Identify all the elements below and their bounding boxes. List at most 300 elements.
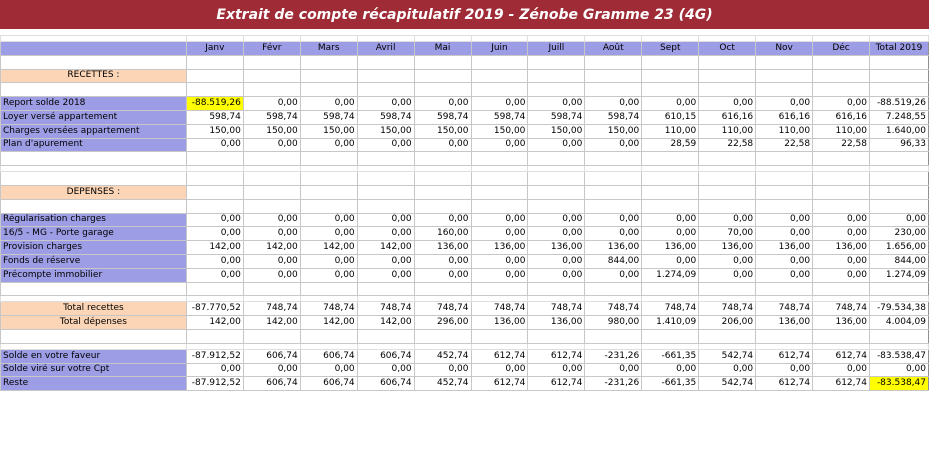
empty-cell[interactable]	[1, 282, 187, 296]
row-label[interactable]: Solde en votre faveur	[1, 349, 187, 363]
value-cell[interactable]: 142,00	[243, 241, 300, 255]
empty-cell[interactable]	[300, 329, 357, 343]
value-cell[interactable]: 748,74	[528, 302, 585, 316]
empty-cell[interactable]	[585, 69, 642, 83]
month-header-cell[interactable]: Oct	[699, 42, 756, 56]
value-cell[interactable]: 748,74	[300, 302, 357, 316]
month-header-cell[interactable]: Mai	[414, 42, 471, 56]
value-cell[interactable]: 4.004,09	[869, 316, 928, 330]
empty-cell[interactable]	[186, 185, 243, 199]
value-cell[interactable]: 0,00	[585, 268, 642, 282]
row-label[interactable]: Précompte immobilier	[1, 268, 187, 282]
empty-cell[interactable]	[1, 55, 187, 69]
value-cell[interactable]: -79.534,38	[869, 302, 928, 316]
value-cell[interactable]: 0,00	[642, 227, 699, 241]
empty-cell[interactable]	[756, 282, 813, 296]
value-cell[interactable]: 612,74	[756, 377, 813, 391]
empty-cell[interactable]	[642, 55, 699, 69]
value-cell[interactable]: 606,74	[357, 377, 414, 391]
empty-cell[interactable]	[471, 329, 528, 343]
month-header-cell[interactable]: Mars	[300, 42, 357, 56]
value-cell[interactable]: 542,74	[699, 377, 756, 391]
empty-cell[interactable]	[528, 152, 585, 166]
value-cell[interactable]: 0,00	[813, 213, 870, 227]
value-cell[interactable]: 1.410,09	[642, 316, 699, 330]
empty-cell[interactable]	[243, 55, 300, 69]
empty-cell[interactable]	[813, 172, 870, 186]
empty-cell[interactable]	[813, 152, 870, 166]
empty-cell[interactable]	[300, 55, 357, 69]
empty-cell[interactable]	[756, 152, 813, 166]
empty-cell[interactable]	[528, 282, 585, 296]
value-cell[interactable]: 0,00	[186, 254, 243, 268]
value-cell[interactable]: 70,00	[699, 227, 756, 241]
row-label[interactable]: Loyer versé appartement	[1, 110, 187, 124]
value-cell[interactable]: 0,00	[699, 268, 756, 282]
empty-cell[interactable]	[699, 55, 756, 69]
empty-cell[interactable]	[414, 55, 471, 69]
value-cell[interactable]: 136,00	[471, 316, 528, 330]
value-cell[interactable]: 142,00	[186, 241, 243, 255]
empty-cell[interactable]	[357, 199, 414, 213]
value-cell[interactable]: 0,00	[471, 227, 528, 241]
value-cell[interactable]: 748,74	[585, 302, 642, 316]
row-label[interactable]: Solde viré sur votre Cpt	[1, 363, 187, 377]
row-label[interactable]: Régularisation charges	[1, 213, 187, 227]
value-cell[interactable]: 0,00	[471, 363, 528, 377]
value-cell[interactable]: 0,00	[813, 268, 870, 282]
empty-cell[interactable]	[869, 55, 928, 69]
value-cell[interactable]: 0,00	[300, 363, 357, 377]
value-cell[interactable]: 1.656,00	[869, 241, 928, 255]
value-cell[interactable]: 0,00	[414, 363, 471, 377]
value-cell[interactable]: 0,00	[756, 227, 813, 241]
empty-cell[interactable]	[869, 152, 928, 166]
month-header-cell[interactable]: Janv	[186, 42, 243, 56]
value-cell[interactable]: 0,00	[813, 227, 870, 241]
value-cell[interactable]: 0,00	[243, 268, 300, 282]
empty-cell[interactable]	[756, 83, 813, 97]
row-label[interactable]: Total dépenses	[1, 316, 187, 330]
value-cell[interactable]: -88.519,26	[186, 97, 243, 111]
empty-cell[interactable]	[756, 69, 813, 83]
section-heading[interactable]: DEPENSES :	[1, 185, 187, 199]
empty-cell[interactable]	[813, 185, 870, 199]
value-cell[interactable]: 0,00	[585, 97, 642, 111]
empty-cell[interactable]	[1, 152, 187, 166]
value-cell[interactable]: 0,00	[300, 254, 357, 268]
value-cell[interactable]: 748,74	[699, 302, 756, 316]
value-cell[interactable]: 96,33	[869, 138, 928, 152]
empty-cell[interactable]	[869, 69, 928, 83]
empty-cell[interactable]	[869, 329, 928, 343]
row-label[interactable]: Reste	[1, 377, 187, 391]
value-cell[interactable]: 598,74	[528, 110, 585, 124]
value-cell[interactable]: 0,00	[699, 97, 756, 111]
value-cell[interactable]: 0,00	[642, 254, 699, 268]
value-cell[interactable]: 606,74	[300, 377, 357, 391]
empty-cell[interactable]	[528, 185, 585, 199]
value-cell[interactable]: -87.912,52	[186, 349, 243, 363]
value-cell[interactable]: 748,74	[414, 302, 471, 316]
empty-cell[interactable]	[585, 199, 642, 213]
value-cell[interactable]: 0,00	[300, 213, 357, 227]
empty-cell[interactable]	[414, 172, 471, 186]
empty-cell[interactable]	[699, 83, 756, 97]
value-cell[interactable]: 7.248,55	[869, 110, 928, 124]
row-label[interactable]: Charges versées appartement	[1, 124, 187, 138]
value-cell[interactable]: 136,00	[528, 316, 585, 330]
empty-cell[interactable]	[300, 185, 357, 199]
value-cell[interactable]: -83.538,47	[869, 349, 928, 363]
empty-cell[interactable]	[756, 199, 813, 213]
value-cell[interactable]: 150,00	[243, 124, 300, 138]
empty-cell[interactable]	[699, 69, 756, 83]
value-cell[interactable]: 0,00	[357, 254, 414, 268]
row-label[interactable]: Fonds de réserve	[1, 254, 187, 268]
empty-cell[interactable]	[414, 329, 471, 343]
empty-cell[interactable]	[186, 282, 243, 296]
value-cell[interactable]: 0,00	[471, 213, 528, 227]
value-cell[interactable]: 0,00	[357, 138, 414, 152]
value-cell[interactable]: -661,35	[642, 377, 699, 391]
value-cell[interactable]: 0,00	[813, 97, 870, 111]
value-cell[interactable]: 606,74	[243, 349, 300, 363]
empty-cell[interactable]	[471, 152, 528, 166]
row-label[interactable]: Provision charges	[1, 241, 187, 255]
empty-cell[interactable]	[357, 83, 414, 97]
value-cell[interactable]: 0,00	[528, 363, 585, 377]
empty-cell[interactable]	[585, 152, 642, 166]
value-cell[interactable]: 0,00	[699, 213, 756, 227]
empty-cell[interactable]	[243, 83, 300, 97]
value-cell[interactable]: 748,74	[243, 302, 300, 316]
value-cell[interactable]: 0,00	[414, 213, 471, 227]
empty-cell[interactable]	[186, 329, 243, 343]
empty-cell[interactable]	[642, 185, 699, 199]
value-cell[interactable]: 1.274,09	[869, 268, 928, 282]
empty-cell[interactable]	[813, 329, 870, 343]
value-cell[interactable]: 0,00	[471, 268, 528, 282]
value-cell[interactable]: 612,74	[528, 349, 585, 363]
empty-cell[interactable]	[585, 83, 642, 97]
empty-cell[interactable]	[528, 83, 585, 97]
value-cell[interactable]: 616,16	[813, 110, 870, 124]
value-cell[interactable]: -87.770,52	[186, 302, 243, 316]
value-cell[interactable]: 452,74	[414, 349, 471, 363]
value-cell[interactable]: 110,00	[642, 124, 699, 138]
empty-cell[interactable]	[186, 199, 243, 213]
value-cell[interactable]: 0,00	[186, 268, 243, 282]
empty-cell[interactable]	[699, 172, 756, 186]
empty-cell[interactable]	[642, 152, 699, 166]
month-header-cell[interactable]: Sept	[642, 42, 699, 56]
empty-cell[interactable]	[471, 185, 528, 199]
value-cell[interactable]: 150,00	[528, 124, 585, 138]
value-cell[interactable]: 0,00	[528, 227, 585, 241]
value-cell[interactable]: 110,00	[756, 124, 813, 138]
value-cell[interactable]: 22,58	[699, 138, 756, 152]
empty-cell[interactable]	[186, 83, 243, 97]
header-label-cell[interactable]	[1, 42, 187, 56]
month-header-cell[interactable]: Nov	[756, 42, 813, 56]
value-cell[interactable]: 0,00	[699, 363, 756, 377]
value-cell[interactable]: 0,00	[756, 213, 813, 227]
value-cell[interactable]: 160,00	[414, 227, 471, 241]
value-cell[interactable]: 0,00	[243, 254, 300, 268]
empty-cell[interactable]	[756, 55, 813, 69]
value-cell[interactable]: -231,26	[585, 349, 642, 363]
value-cell[interactable]: 0,00	[528, 213, 585, 227]
value-cell[interactable]: 0,00	[756, 268, 813, 282]
value-cell[interactable]: 230,00	[869, 227, 928, 241]
value-cell[interactable]: 616,16	[756, 110, 813, 124]
value-cell[interactable]: 22,58	[813, 138, 870, 152]
value-cell[interactable]: 206,00	[699, 316, 756, 330]
empty-cell[interactable]	[585, 282, 642, 296]
row-label[interactable]: Plan d'apurement	[1, 138, 187, 152]
empty-cell[interactable]	[756, 185, 813, 199]
value-cell[interactable]: 0,00	[300, 268, 357, 282]
value-cell[interactable]: 0,00	[300, 227, 357, 241]
value-cell[interactable]: 606,74	[300, 349, 357, 363]
empty-cell[interactable]	[528, 69, 585, 83]
empty-cell[interactable]	[357, 69, 414, 83]
empty-cell[interactable]	[756, 172, 813, 186]
value-cell[interactable]: 0,00	[357, 97, 414, 111]
empty-cell[interactable]	[1, 83, 187, 97]
value-cell[interactable]: 0,00	[186, 227, 243, 241]
value-cell[interactable]: 136,00	[699, 241, 756, 255]
value-cell[interactable]: 0,00	[642, 97, 699, 111]
value-cell[interactable]: 0,00	[357, 227, 414, 241]
empty-cell[interactable]	[1, 172, 187, 186]
value-cell[interactable]: 0,00	[528, 268, 585, 282]
value-cell[interactable]: 0,00	[300, 138, 357, 152]
value-cell[interactable]: 0,00	[642, 213, 699, 227]
value-cell[interactable]: 0,00	[869, 363, 928, 377]
value-cell[interactable]: 0,00	[585, 363, 642, 377]
value-cell[interactable]: 0,00	[414, 97, 471, 111]
value-cell[interactable]: 150,00	[186, 124, 243, 138]
value-cell[interactable]: 1.274,09	[642, 268, 699, 282]
value-cell[interactable]: 844,00	[585, 254, 642, 268]
value-cell[interactable]: 136,00	[528, 241, 585, 255]
value-cell[interactable]: 150,00	[357, 124, 414, 138]
empty-cell[interactable]	[642, 69, 699, 83]
value-cell[interactable]: 0,00	[471, 138, 528, 152]
value-cell[interactable]: 150,00	[414, 124, 471, 138]
empty-cell[interactable]	[585, 55, 642, 69]
value-cell[interactable]: 0,00	[756, 363, 813, 377]
empty-cell[interactable]	[243, 282, 300, 296]
value-cell[interactable]: 598,74	[414, 110, 471, 124]
empty-cell[interactable]	[186, 55, 243, 69]
empty-cell[interactable]	[699, 329, 756, 343]
value-cell[interactable]: 748,74	[471, 302, 528, 316]
value-cell[interactable]: -88.519,26	[869, 97, 928, 111]
empty-cell[interactable]	[585, 185, 642, 199]
value-cell[interactable]: 0,00	[243, 138, 300, 152]
empty-cell[interactable]	[528, 55, 585, 69]
empty-cell[interactable]	[585, 329, 642, 343]
empty-cell[interactable]	[357, 172, 414, 186]
value-cell[interactable]: 150,00	[471, 124, 528, 138]
row-label[interactable]: 16/5 - MG - Porte garage	[1, 227, 187, 241]
empty-cell[interactable]	[243, 185, 300, 199]
empty-cell[interactable]	[756, 329, 813, 343]
empty-cell[interactable]	[813, 199, 870, 213]
empty-cell[interactable]	[414, 83, 471, 97]
section-heading[interactable]: RECETTES :	[1, 69, 187, 83]
empty-cell[interactable]	[813, 55, 870, 69]
empty-cell[interactable]	[300, 69, 357, 83]
value-cell[interactable]: 22,58	[756, 138, 813, 152]
empty-cell[interactable]	[869, 199, 928, 213]
month-header-cell[interactable]: Févr	[243, 42, 300, 56]
value-cell[interactable]: 0,00	[243, 363, 300, 377]
empty-cell[interactable]	[471, 55, 528, 69]
value-cell[interactable]: 142,00	[357, 316, 414, 330]
value-cell[interactable]: 150,00	[585, 124, 642, 138]
value-cell[interactable]: 748,74	[357, 302, 414, 316]
value-cell[interactable]: 0,00	[813, 363, 870, 377]
empty-cell[interactable]	[869, 282, 928, 296]
empty-cell[interactable]	[471, 199, 528, 213]
value-cell[interactable]: 612,74	[471, 349, 528, 363]
value-cell[interactable]: 136,00	[813, 241, 870, 255]
value-cell[interactable]: 142,00	[300, 316, 357, 330]
value-cell[interactable]: 0,00	[869, 213, 928, 227]
empty-cell[interactable]	[300, 152, 357, 166]
value-cell[interactable]: 136,00	[756, 241, 813, 255]
empty-cell[interactable]	[243, 172, 300, 186]
value-cell[interactable]: 980,00	[585, 316, 642, 330]
empty-cell[interactable]	[642, 83, 699, 97]
value-cell[interactable]: 150,00	[300, 124, 357, 138]
empty-cell[interactable]	[357, 152, 414, 166]
value-cell[interactable]: 1.640,00	[869, 124, 928, 138]
value-cell[interactable]: 296,00	[414, 316, 471, 330]
value-cell[interactable]: 142,00	[300, 241, 357, 255]
value-cell[interactable]: 142,00	[186, 316, 243, 330]
value-cell[interactable]: 0,00	[186, 213, 243, 227]
empty-cell[interactable]	[471, 83, 528, 97]
empty-cell[interactable]	[186, 69, 243, 83]
value-cell[interactable]: 0,00	[756, 97, 813, 111]
value-cell[interactable]: -661,35	[642, 349, 699, 363]
empty-cell[interactable]	[699, 185, 756, 199]
empty-cell[interactable]	[243, 152, 300, 166]
empty-cell[interactable]	[813, 83, 870, 97]
empty-cell[interactable]	[186, 172, 243, 186]
value-cell[interactable]: 0,00	[357, 268, 414, 282]
value-cell[interactable]: 0,00	[186, 363, 243, 377]
row-label[interactable]: Total recettes	[1, 302, 187, 316]
value-cell[interactable]: 612,74	[756, 349, 813, 363]
value-cell[interactable]: 0,00	[414, 268, 471, 282]
value-cell[interactable]: 598,74	[243, 110, 300, 124]
value-cell[interactable]: 0,00	[300, 97, 357, 111]
value-cell[interactable]: 598,74	[471, 110, 528, 124]
empty-cell[interactable]	[528, 329, 585, 343]
empty-cell[interactable]	[300, 199, 357, 213]
value-cell[interactable]: 598,74	[186, 110, 243, 124]
value-cell[interactable]: 598,74	[300, 110, 357, 124]
value-cell[interactable]: 0,00	[585, 213, 642, 227]
value-cell[interactable]: 0,00	[414, 254, 471, 268]
value-cell[interactable]: 136,00	[414, 241, 471, 255]
value-cell[interactable]: -87.912,52	[186, 377, 243, 391]
value-cell[interactable]: 0,00	[528, 254, 585, 268]
empty-cell[interactable]	[642, 282, 699, 296]
value-cell[interactable]: 598,74	[585, 110, 642, 124]
empty-cell[interactable]	[642, 199, 699, 213]
month-header-cell[interactable]: Août	[585, 42, 642, 56]
value-cell[interactable]: 612,74	[528, 377, 585, 391]
value-cell[interactable]: 610,15	[642, 110, 699, 124]
empty-cell[interactable]	[414, 199, 471, 213]
value-cell[interactable]: -83.538,47	[869, 377, 928, 391]
value-cell[interactable]: 612,74	[471, 377, 528, 391]
value-cell[interactable]: 748,74	[756, 302, 813, 316]
value-cell[interactable]: 0,00	[357, 213, 414, 227]
value-cell[interactable]: 0,00	[585, 138, 642, 152]
value-cell[interactable]: 136,00	[642, 241, 699, 255]
empty-cell[interactable]	[813, 282, 870, 296]
value-cell[interactable]: 844,00	[869, 254, 928, 268]
month-header-cell[interactable]: Juin	[471, 42, 528, 56]
value-cell[interactable]: -231,26	[585, 377, 642, 391]
empty-cell[interactable]	[869, 185, 928, 199]
value-cell[interactable]: 0,00	[528, 97, 585, 111]
empty-cell[interactable]	[813, 69, 870, 83]
value-cell[interactable]: 136,00	[756, 316, 813, 330]
value-cell[interactable]: 0,00	[186, 138, 243, 152]
month-header-cell[interactable]: Juill	[528, 42, 585, 56]
empty-cell[interactable]	[699, 199, 756, 213]
value-cell[interactable]: 0,00	[243, 97, 300, 111]
empty-cell[interactable]	[357, 185, 414, 199]
empty-cell[interactable]	[642, 329, 699, 343]
empty-cell[interactable]	[585, 172, 642, 186]
month-header-cell[interactable]: Avril	[357, 42, 414, 56]
empty-cell[interactable]	[1, 329, 187, 343]
month-header-cell[interactable]: Total 2019	[869, 42, 928, 56]
value-cell[interactable]: 136,00	[585, 241, 642, 255]
value-cell[interactable]: 606,74	[357, 349, 414, 363]
empty-cell[interactable]	[471, 172, 528, 186]
empty-cell[interactable]	[699, 152, 756, 166]
empty-cell[interactable]	[471, 282, 528, 296]
value-cell[interactable]: 748,74	[813, 302, 870, 316]
empty-cell[interactable]	[357, 282, 414, 296]
empty-cell[interactable]	[699, 282, 756, 296]
value-cell[interactable]: 0,00	[243, 213, 300, 227]
empty-cell[interactable]	[414, 152, 471, 166]
empty-cell[interactable]	[869, 172, 928, 186]
empty-cell[interactable]	[414, 69, 471, 83]
empty-cell[interactable]	[357, 329, 414, 343]
value-cell[interactable]: 0,00	[756, 254, 813, 268]
value-cell[interactable]: 136,00	[813, 316, 870, 330]
value-cell[interactable]: 28,59	[642, 138, 699, 152]
value-cell[interactable]: 0,00	[357, 363, 414, 377]
value-cell[interactable]: 452,74	[414, 377, 471, 391]
empty-cell[interactable]	[414, 282, 471, 296]
value-cell[interactable]: 616,16	[699, 110, 756, 124]
value-cell[interactable]: 0,00	[471, 97, 528, 111]
